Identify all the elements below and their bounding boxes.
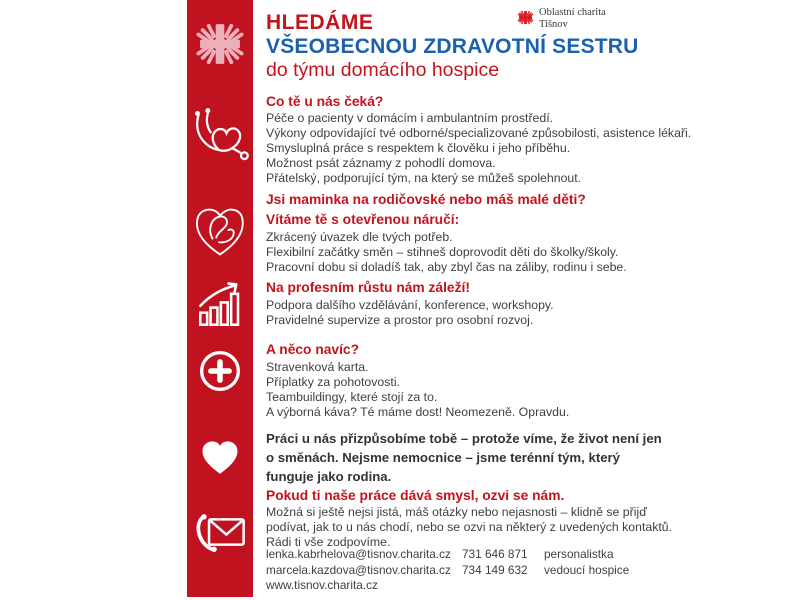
contact-email[interactable]: marcela.kazdova@tisnov.charita.cz — [266, 562, 451, 577]
contact-email[interactable]: lenka.kabrhelova@tisnov.charita.cz — [266, 547, 451, 561]
body-line: Možná si ještě nejsi jistá, máš otázky nebo nejasnosti – klidně se přijď — [266, 505, 647, 519]
section-body-growth — [266, 298, 554, 328]
body-line: Výkony odpovídající tvé odborné/specializované způsobilosti, asistence lékaři. — [266, 126, 692, 140]
body-line: Možnost psát záznamy z pohodlí domova. — [266, 156, 496, 170]
body-line: Přátelský, podporující tým, na který se můžeš spolehnout. — [266, 171, 582, 185]
sidebar-red-bar — [187, 0, 253, 597]
section-heading-extras: A něco navíc? — [266, 342, 360, 357]
heading-line: Jsi maminka na rodičovské nebo máš malé děti? — [266, 192, 586, 207]
caritas-cross-icon — [194, 18, 246, 70]
body-line: Péče o pacienty v domácím i ambulantním prostředí. — [266, 111, 554, 125]
contact-phone: 731 646 871 — [462, 547, 528, 561]
body-line: A výborná káva? Té máme dost! Neomezeně. Opravdu. — [266, 405, 570, 419]
growth-chart-icon — [196, 281, 244, 329]
heading-line: Vítáme tě s otevřenou náručí: — [266, 212, 460, 227]
page-title-position: VŠEOBECNOU ZDRAVOTNÍ SESTRU — [266, 35, 639, 58]
section-heading-growth: Na profesním růstu nám záleží! — [266, 280, 470, 295]
plus-circle-icon — [198, 349, 242, 393]
body-line: Zkrácený úvazek dle tvých potřeb. — [266, 230, 453, 244]
heart-icon — [199, 437, 241, 479]
body-line: Smysluplná práce s respektem k člověku i jeho příběhu. — [266, 141, 571, 155]
body-line: Flexibilní začátky směn – stihneš doprovodit děti do školky/školy. — [266, 245, 619, 259]
contact-row — [266, 547, 629, 563]
charita-flower-icon — [517, 9, 534, 26]
highlight-line: funguje jako rodina. — [266, 469, 392, 484]
mother-child-heart-icon — [190, 200, 250, 262]
body-line: Podpora dalšího vzdělávání, konference, workshopy. — [266, 298, 554, 312]
highlight-line: o směnách. Nejsme nemocnice – jsme terénní tým, který — [266, 450, 621, 465]
contacts-block — [266, 547, 629, 594]
body-line: Rádi ti vše zodpovíme. — [266, 535, 391, 549]
cta-heading: Pokud ti naše práce dává smysl, ozvi se nám. — [266, 488, 565, 503]
contact-row — [266, 578, 629, 594]
phone-envelope-icon — [193, 509, 247, 555]
section-body-extras — [266, 360, 569, 420]
cta-body — [266, 505, 672, 550]
body-line: Teambuildingy, které stojí za to. — [266, 390, 438, 404]
contact-role: vedoucí hospice — [544, 562, 630, 577]
highlight-line: Práci u nás přizpůsobíme tobě – protože víme, že život není jen — [266, 431, 662, 446]
section-body-expectations — [266, 111, 691, 186]
website-link[interactable]: www.tisnov.charita.cz — [266, 578, 378, 593]
section-body-moms — [266, 230, 627, 275]
section-heading-moms — [266, 190, 586, 230]
body-line: Pracovní dobu si doladíš tak, aby zbyl čas na záliby, rodinu i sebe. — [266, 260, 627, 274]
org-name-line2: Tišnov — [539, 18, 568, 30]
page-title-hledame: HLEDÁME — [266, 11, 374, 34]
body-line: Stravenková karta. — [266, 360, 369, 374]
body-line: podívat, jak to u nás chodí, nebo se ozvi na některý z uvedených kontaktů. — [266, 520, 673, 534]
org-name — [539, 7, 606, 30]
body-line: Pravidelné supervize a prostor pro osobní rozvoj. — [266, 313, 534, 327]
contact-phone: 734 149 632 — [462, 562, 528, 577]
section-heading-expectations: Co tě u nás čeká? — [266, 94, 384, 109]
highlight-paragraph — [266, 429, 662, 486]
page-title-team: do týmu domácího hospice — [266, 59, 500, 81]
contact-row — [266, 563, 629, 579]
org-name-line1: Oblastní charita — [539, 7, 606, 18]
org-logo — [517, 7, 606, 30]
contact-role: personalistka — [544, 547, 614, 561]
stethoscope-heart-icon — [190, 106, 250, 166]
body-line: Příplatky za pohotovosti. — [266, 375, 400, 389]
